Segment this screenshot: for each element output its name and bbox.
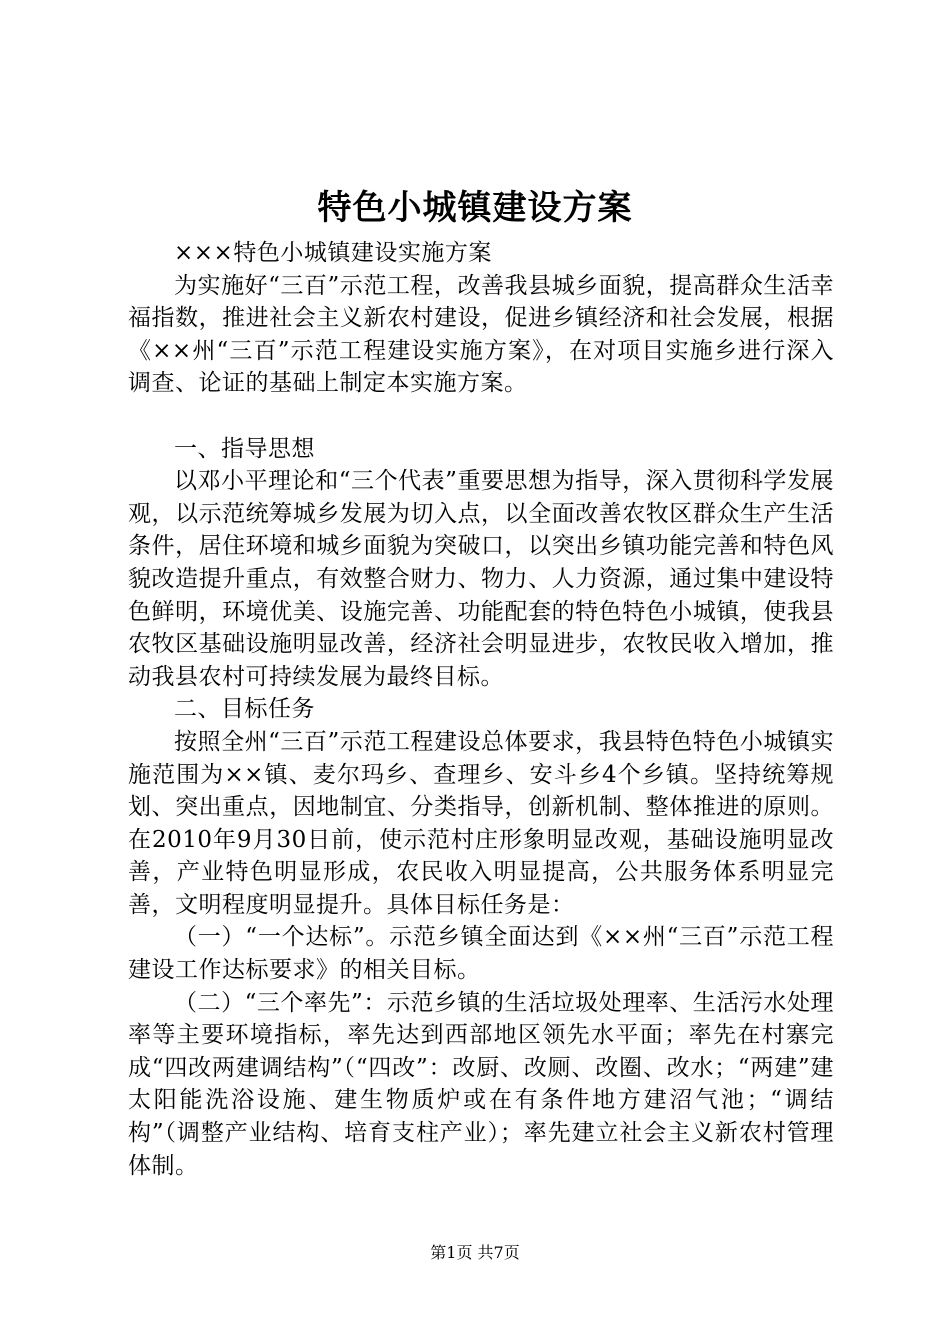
document-body	[128, 237, 834, 1182]
document-subtitle: ×××特色小城镇建设实施方案	[174, 240, 492, 266]
goal-item-one-standard: （一）“一个达标”。示范乡镇全面达到《××州“三百”示范工程建设工作达标要求》的相关目标。	[128, 924, 834, 984]
guiding-ideology-paragraph: 以邓小平理论和“三个代表”重要思想为指导，深入贯彻科学发展观，以示范统筹城乡发展为切入点，以全面改善农牧区群众生产生活条件，居住环境和城乡面貌为突破口，以突出乡镇功能完善和特色风貌改造提升重点，有效整合财力、物力、人力资源，通过集中建设特色鲜明，环境优美、设施完善、功能配套的特色特色小城镇，使我县农牧区基础设施明显改善，经济社会明显进步，农牧民收入增加，推动我县农村可持续发展为最终目标。	[128, 468, 834, 690]
section-heading-goals: 二、目标任务	[174, 696, 315, 723]
intro-paragraph: 为实施好“三百”示范工程，改善我县城乡面貌，提高群众生活幸福指数，推进社会主义新农村建设，促进乡镇经济和社会发展，根据《××州“三百”示范工程建设实施方案》，在对项目实施乡进行深入调查、论证的基础上制定本实施方案。	[128, 272, 834, 397]
page-number-footer: 第1页 共7页	[430, 1243, 520, 1262]
goals-paragraph: 按照全州“三百”示范工程建设总体要求，我县特色特色小城镇实施范围为××镇、麦尔玛乡、查理乡、安斗乡4个乡镇。坚持统筹规划、突出重点，因地制宜、分类指导，创新机制、整体推进的原则。在2010年9月30日前，使示范村庄形象明显改观，基础设施明显改善，产业特色明显形成，农民收入明显提高，公共服务体系明显完善，文明程度明显提升。具体目标任务是：	[128, 728, 834, 918]
goal-item-three-firsts: （二）“三个率先”：示范乡镇的生活垃圾处理率、生活污水处理率等主要环境指标，率先达到西部地区领先水平面；率先在村寨完成“四改两建调结构”（“四改”：改厨、改厕、改圈、改水；“两建”建太阳能洗浴设施、建生物质炉或在有条件地方建沼气池；“调结构”（调整产业结构、培育支柱产业）；率先建立社会主义新农村管理体制。	[128, 989, 834, 1179]
section-heading-guiding-ideology: 一、指导思想	[174, 435, 315, 462]
paragraph-spacer	[128, 400, 834, 433]
document-title: 特色小城镇建设方案	[317, 188, 633, 228]
